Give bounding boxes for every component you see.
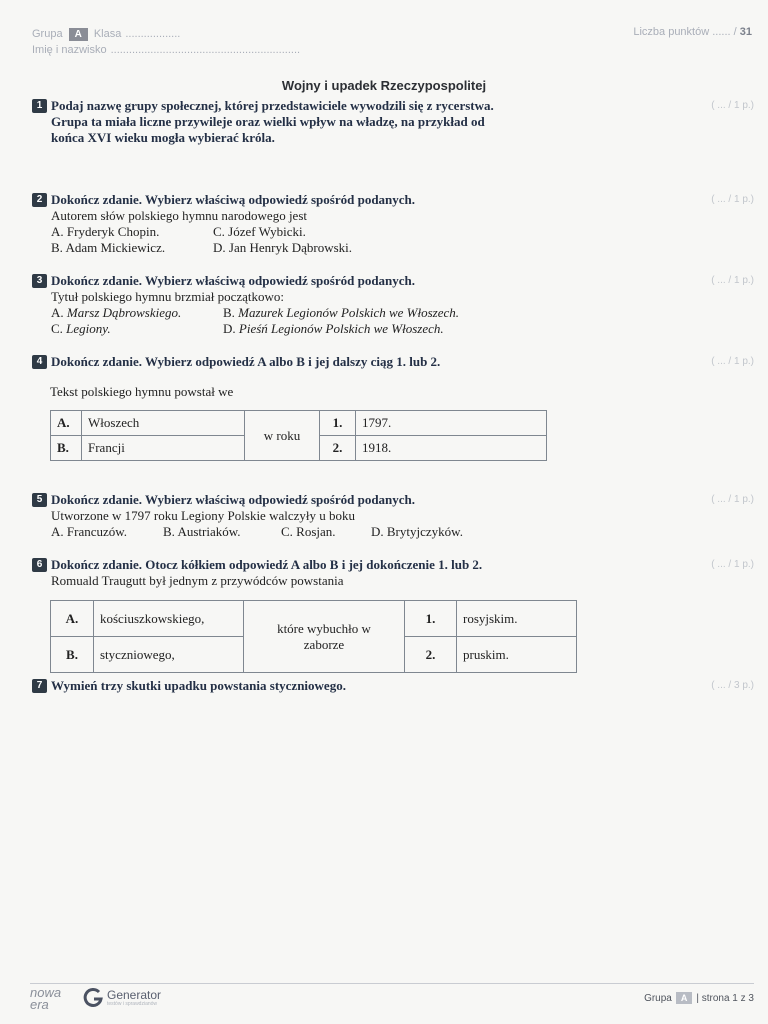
generator-logo <box>82 987 161 1009</box>
option-number[interactable]: 1. <box>320 411 356 436</box>
task-number-badge: 5 <box>32 493 47 507</box>
page-info <box>644 992 754 1004</box>
answer-option[interactable]: B. Austriaków. <box>163 524 241 539</box>
points-summary <box>633 26 752 38</box>
generator-g-icon <box>82 987 104 1009</box>
footer-group-badge: A <box>676 992 693 1004</box>
answer-option[interactable]: B. Adam Mickiewicz. <box>51 240 166 255</box>
task-number-badge: 2 <box>32 193 47 207</box>
task-5 <box>32 492 632 540</box>
option-letter[interactable]: B. <box>51 637 94 673</box>
option-value[interactable]: pruskim. <box>457 637 577 673</box>
table-middle-text: które wybuchło w zaborze <box>244 601 405 673</box>
page-title: Wojny i upadek Rzeczypospolitej <box>281 78 487 93</box>
task-points: ( ... / 1 p.) <box>711 356 754 367</box>
task-2 <box>32 192 632 256</box>
option-number[interactable]: 2. <box>320 436 356 461</box>
task-number-badge: 4 <box>32 355 47 369</box>
task-points: ( ... / 1 p.) <box>711 559 754 570</box>
task-stem: Romuald Traugutt był jednym z przywódców powstania <box>51 573 344 588</box>
option-number[interactable]: 1. <box>405 601 457 637</box>
option-number[interactable]: 2. <box>405 637 457 673</box>
task-6 <box>32 557 632 589</box>
answer-option[interactable]: B. Mazurek Legionów Polskich we Włoszech. <box>223 305 460 320</box>
task-stem: Utworzone w 1797 roku Legiony Polskie walczyły u boku <box>51 508 356 523</box>
task-points: ( ... / 1 p.) <box>711 494 754 505</box>
task-7 <box>32 678 632 694</box>
answer-table-6 <box>50 600 577 673</box>
points-total: 31 <box>739 26 752 38</box>
task-points: ( ... / 3 p.) <box>711 680 754 691</box>
task-question: Wymień trzy skutki upadku powstania styczniowego. <box>51 678 346 693</box>
task-points: ( ... / 1 p.) <box>711 100 754 111</box>
nowa-era-logo: nowa era <box>30 985 62 1012</box>
group-badge: A <box>69 28 88 41</box>
option-text[interactable]: Włoszech <box>82 411 245 436</box>
task-number-badge: 6 <box>32 558 47 572</box>
name-label: Imię i nazwisko <box>32 44 107 56</box>
option-text[interactable]: styczniowego, <box>94 637 244 673</box>
answer-option[interactable]: D. Brytyjczyków. <box>371 524 463 539</box>
answer-option[interactable]: D. Jan Henryk Dąbrowski. <box>213 240 353 255</box>
answer-option[interactable]: A. Fryderyk Chopin. <box>51 224 160 239</box>
answer-table-4 <box>50 410 547 461</box>
class-label: Klasa <box>93 28 122 40</box>
option-letter[interactable]: A. <box>51 601 94 637</box>
option-letter[interactable]: A. <box>51 411 82 436</box>
task-1 <box>32 98 632 146</box>
task-stem: Tekst polskiego hymnu powstał we <box>50 384 234 399</box>
task-question: Dokończ zdanie. Wybierz właściwą odpowiedź spośród podanych. <box>51 273 416 288</box>
task-number-badge: 1 <box>32 99 47 113</box>
answer-option[interactable]: C. Rosjan. <box>281 524 336 539</box>
task-question-cont: Grupa ta miała liczne przywileje oraz wielki wpływ na władzę, na przykład od <box>51 114 485 129</box>
points-label: Liczba punktów ...... / <box>633 26 737 38</box>
task-stem: Autorem słów polskiego hymnu narodowego jest <box>51 208 307 223</box>
answer-option[interactable]: C. Legiony. <box>51 321 111 336</box>
task-question: Podaj nazwę grupy społecznej, której przedstawiciele wywodzili się z rycerstwa. <box>51 98 494 113</box>
task-number-badge: 7 <box>32 679 47 693</box>
option-value[interactable]: 1918. <box>356 436 547 461</box>
generator-text: Generator <box>107 988 162 1002</box>
student-info <box>32 26 300 58</box>
task-question: Dokończ zdanie. Wybierz właściwą odpowiedź spośród podanych. <box>51 192 416 207</box>
task-question: Dokończ zdanie. Wybierz odpowiedź A albo B i jej dalszy ciąg 1. lub 2. <box>51 354 441 369</box>
footer-group-label: Grupa <box>644 992 672 1004</box>
task-number-badge: 3 <box>32 274 47 288</box>
option-value[interactable]: 1797. <box>356 411 547 436</box>
task-points: ( ... / 1 p.) <box>711 194 754 205</box>
task-4 <box>32 354 632 400</box>
task-question: Dokończ zdanie. Wybierz właściwą odpowiedź spośród podanych. <box>51 492 416 507</box>
task-points: ( ... / 1 p.) <box>711 275 754 286</box>
task-3 <box>32 273 632 337</box>
answer-option[interactable]: C. Józef Wybicki. <box>213 224 306 239</box>
footer-divider <box>30 983 754 984</box>
page-number: | strona 1 z 3 <box>696 992 754 1004</box>
task-stem: Tytuł polskiego hymnu brzmiał początkowo: <box>51 289 285 304</box>
table-middle-text: w roku <box>245 411 320 461</box>
option-text[interactable]: Francji <box>82 436 245 461</box>
class-field: .................. <box>125 28 181 40</box>
answer-option[interactable]: D. Pieśń Legionów Polskich we Włoszech. <box>223 321 444 336</box>
answer-option[interactable]: A. Francuzów. <box>51 524 128 539</box>
group-label: Grupa <box>32 28 63 40</box>
option-letter[interactable]: B. <box>51 436 82 461</box>
task-question: Dokończ zdanie. Otocz kółkiem odpowiedź A albo B i jej dokończenie 1. lub 2. <box>51 557 483 572</box>
task-question-cont: końca XVI wieku mogła wybierać króla. <box>51 130 275 145</box>
name-field: .............................................................. <box>110 44 301 56</box>
option-text[interactable]: kościuszkowskiego, <box>94 601 244 637</box>
answer-option[interactable]: A. Marsz Dąbrowskiego. <box>51 305 182 320</box>
option-value[interactable]: rosyjskim. <box>457 601 577 637</box>
generator-subtext: testów i sprawdzianów <box>107 1001 158 1007</box>
